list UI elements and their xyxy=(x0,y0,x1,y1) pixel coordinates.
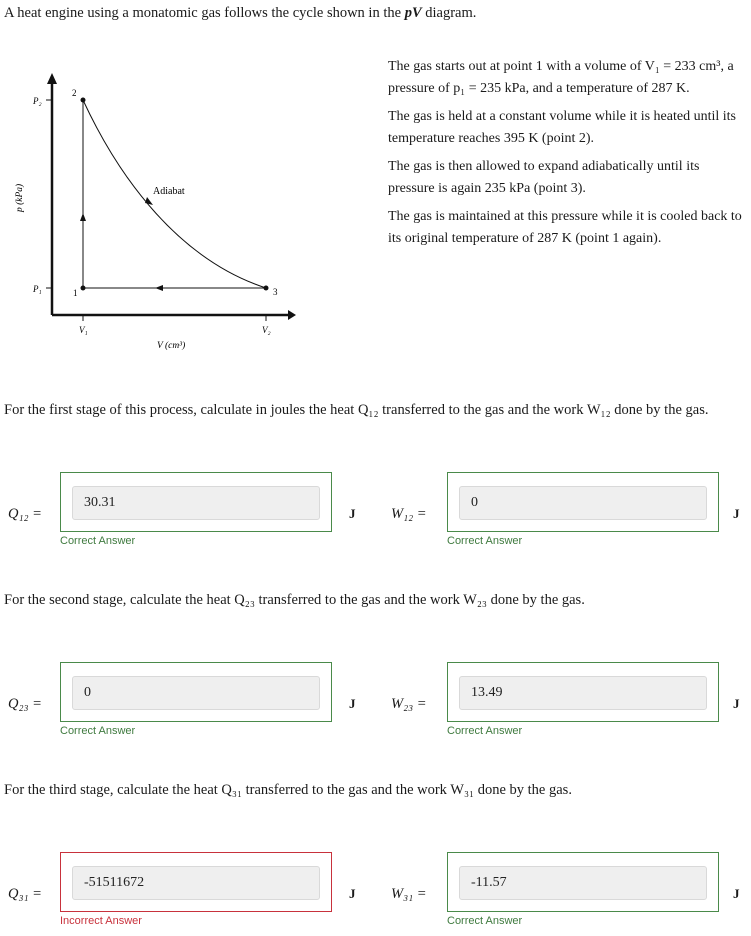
intro-pv: pV xyxy=(404,5,422,21)
p1-label: P₁ xyxy=(33,284,42,294)
q23-unit: J xyxy=(349,696,356,711)
q23-input[interactable] xyxy=(72,676,320,710)
p2-label: P₂ xyxy=(33,96,42,106)
w12-answer-box xyxy=(447,472,719,532)
q12-feedback: Correct Answer xyxy=(60,535,136,547)
w23-feedback: Correct Answer xyxy=(447,725,523,737)
point-2-label: 2 xyxy=(72,88,77,98)
stage-1-answers xyxy=(0,472,751,552)
w12-input[interactable] xyxy=(459,486,707,520)
intro-after: diagram. xyxy=(421,5,477,21)
adiabat-label: Adiabat xyxy=(153,186,185,197)
v1-label: V₁ xyxy=(79,325,88,335)
w23-answer-box xyxy=(447,662,719,722)
q31-label: Q₃₁ = xyxy=(8,886,42,902)
q23-feedback: Correct Answer xyxy=(60,725,136,737)
q31-answer-box xyxy=(60,852,332,912)
intro-before: A heat engine using a monatomic gas follows the cycle shown in the xyxy=(4,5,405,21)
w31-input[interactable] xyxy=(459,866,707,900)
x-axis-label: V (cm³) xyxy=(157,341,186,351)
q31-unit: J xyxy=(349,886,356,901)
stage-3-answers xyxy=(0,852,751,932)
q31-input[interactable] xyxy=(72,866,320,900)
y-axis-label: p (kPa) xyxy=(15,183,25,212)
q12-unit: J xyxy=(349,506,356,521)
description-p3: The gas is then allowed to expand adiabatically until its pressure is again 235 kPa (point 3). xyxy=(388,159,700,196)
w31-feedback: Correct Answer xyxy=(447,915,523,927)
w12-feedback: Correct Answer xyxy=(447,535,523,547)
w23-input[interactable] xyxy=(459,676,707,710)
point-1-label: 1 xyxy=(73,288,78,298)
q12-input[interactable] xyxy=(72,486,320,520)
w12-unit: J xyxy=(733,506,740,521)
description-p2: The gas is held at a constant volume while it is heated until its temperature reaches 395 K (point 2). xyxy=(388,109,736,146)
intro-text xyxy=(4,5,476,22)
stage-3-question: For the third stage, calculate the heat Q₃₁ transferred to the gas and the work W₃₁ done by the gas. xyxy=(4,782,572,798)
stage-2-question: For the second stage, calculate the heat Q₂₃ transferred to the gas and the work W₂₃ done by the gas. xyxy=(4,592,585,608)
w31-label: W₃₁ = xyxy=(391,886,427,902)
w31-answer-box xyxy=(447,852,719,912)
stage-1-question: For the first stage of this process, calculate in joules the heat Q₁₂ transferred to the gas and the work W₁₂ done by the gas. xyxy=(4,402,709,418)
w12-label: W₁₂ = xyxy=(391,506,427,522)
q12-label: Q₁₂ = xyxy=(8,506,42,522)
q12-answer-box xyxy=(60,472,332,532)
point-3-label: 3 xyxy=(273,287,278,297)
w31-unit: J xyxy=(733,886,740,901)
description-p1: The gas starts out at point 1 with a volume of V₁ = 233 cm³, a pressure of p₁ = 235 kPa, and a temperature of 287 K. xyxy=(388,59,734,96)
q23-label: Q₂₃ = xyxy=(8,696,42,712)
stage-2-answers xyxy=(0,662,751,742)
q23-answer-box xyxy=(60,662,332,722)
description-p4: The gas is maintained at this pressure while it is cooled back to its original temperature of 287 K (point 1 again). xyxy=(388,209,742,246)
problem-description xyxy=(388,56,748,256)
w23-unit: J xyxy=(733,696,740,711)
q31-feedback: Incorrect Answer xyxy=(60,915,142,927)
w23-label: W₂₃ = xyxy=(391,696,427,712)
pv-diagram xyxy=(0,60,380,360)
v2-label: V₂ xyxy=(262,325,271,335)
